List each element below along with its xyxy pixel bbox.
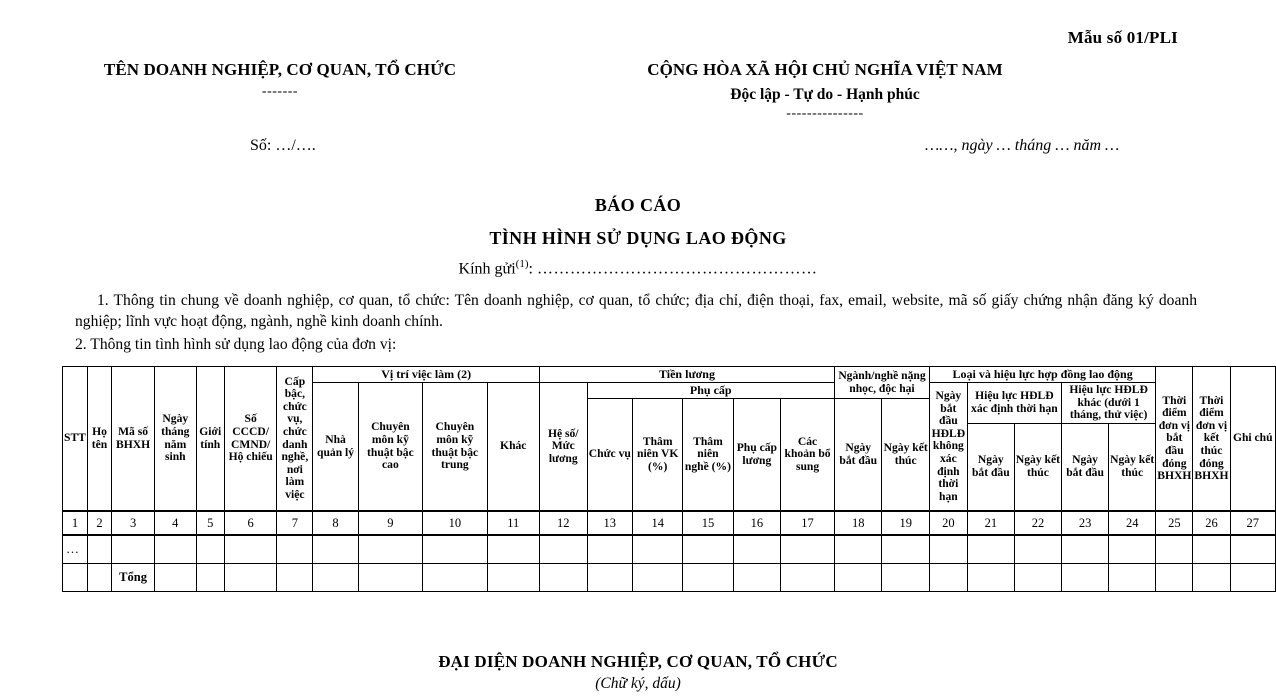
col-number: 19 (882, 511, 929, 535)
total-label: Tổng (112, 564, 155, 592)
cell-total-tham-nien-vk[interactable] (633, 564, 683, 592)
signature-block (0, 652, 1276, 693)
cell-xd-ngay-ket-thuc[interactable] (1014, 535, 1061, 564)
cell-capbac[interactable] (277, 535, 313, 564)
national-motto: Độc lập - Tự do - Hạnh phúc (730, 86, 920, 103)
cell-khac-ngay-ket-thuc[interactable] (1109, 535, 1156, 564)
group-header-loai-hieu-luc-hdld: Loại và hiệu lực hợp đồng lao động (929, 367, 1155, 383)
col-number: 25 (1156, 511, 1193, 535)
labor-usage-table-wrapper (62, 366, 1276, 592)
cell-total-capbac[interactable] (277, 564, 313, 592)
col-number: 5 (196, 511, 224, 535)
cell-gioitinh[interactable] (196, 535, 224, 564)
table-header-row-groups (63, 367, 1276, 383)
cell-total-heso-mucluong[interactable] (539, 564, 587, 592)
table-row[interactable] (63, 535, 1276, 564)
col-number: 6 (224, 511, 276, 535)
cell-row-marker[interactable]: … (63, 535, 88, 564)
cell-total-khac-ngay-bat-dau[interactable] (1062, 564, 1109, 592)
section-2-text (75, 334, 1197, 355)
col-header-nn-ngay-bat-dau: Ngày bắt đầu (834, 399, 881, 512)
cell-vtvl-khac[interactable] (487, 535, 539, 564)
section-1-text (75, 290, 1197, 332)
cell-total-tham-nien-nghe[interactable] (683, 564, 733, 592)
organization-name: TÊN DOANH NGHIỆP, CƠ QUAN, TỔ CHỨC (103, 60, 457, 79)
cell-total-xd-ngay-ket-thuc[interactable] (1014, 564, 1061, 592)
cell-phucap-chucvu[interactable] (587, 535, 633, 564)
col-number: 27 (1230, 511, 1275, 535)
col-number: 18 (834, 511, 881, 535)
cell-total-cmkt-bac-cao[interactable] (358, 564, 422, 592)
col-number: 14 (633, 511, 683, 535)
cell-heso-mucluong[interactable] (539, 535, 587, 564)
col-number: 23 (1062, 511, 1109, 535)
col-number: 20 (929, 511, 967, 535)
cell-total-phucap-chucvu[interactable] (587, 564, 633, 592)
col-header-cmkt-bac-cao: Chuyên môn kỹ thuật bậc cao (358, 383, 422, 512)
col-header-xd-ngay-ket-thuc: Ngày kết thúc (1014, 423, 1061, 511)
national-header (610, 60, 1040, 121)
cell-cmkt-bac-cao[interactable] (358, 535, 422, 564)
cell-total-cccd[interactable] (224, 564, 276, 592)
col-header-vtvl-khac: Khác (487, 383, 539, 512)
cell-nn-ngay-bat-dau[interactable] (834, 535, 881, 564)
recipient-footnote-marker: (1) (515, 258, 529, 270)
document-number: Số: …/…. (250, 137, 316, 154)
signature-title: ĐẠI DIỆN DOANH NGHIỆP, CƠ QUAN, TỔ CHỨC (438, 652, 838, 671)
col-number: 3 (112, 511, 155, 535)
col-number: 22 (1014, 511, 1061, 535)
col-number: 21 (967, 511, 1014, 535)
group-header-hieu-luc-hdld-khac: Hiệu lực HĐLĐ khác (dưới 1 tháng, thử việc) (1062, 383, 1156, 424)
cell-hoten[interactable] (87, 535, 111, 564)
recipient-colon: : (528, 260, 533, 278)
col-header-xd-ngay-bat-dau: Ngày bắt đầu (967, 423, 1014, 511)
organization-header (75, 60, 485, 99)
report-title: BÁO CÁO (594, 195, 682, 215)
cell-total-stt[interactable] (63, 564, 88, 592)
col-header-tham-nien-vk: Thâm niên VK (%) (633, 399, 683, 512)
group-header-vi-tri-viec-lam: Vị trí việc làm (2) (313, 367, 540, 383)
cell-tddv-ket-thuc-bhxh[interactable] (1193, 535, 1230, 564)
signature-note: (Chữ ký, dấu) (595, 675, 681, 692)
national-divider: --------------- (786, 106, 864, 121)
group-header-hieu-luc-hdld-xac-dinh: Hiệu lực HĐLĐ xác định thời hạn (967, 383, 1061, 424)
national-title: CỘNG HÒA XÃ HỘI CHỦ NGHĨA VIỆT NAM (647, 60, 1003, 79)
table-total-row[interactable] (63, 564, 1276, 592)
col-header-masobhxh: Mã số BHXH (112, 367, 155, 512)
recipient-dots: …………………………………………… (536, 260, 818, 278)
recipient-line (0, 258, 1276, 278)
cell-nha-quan-ly[interactable] (313, 535, 358, 564)
document-date: ……, ngày … tháng … năm … (925, 137, 1120, 154)
cell-cmkt-bac-trung[interactable] (423, 535, 487, 564)
cell-cccd[interactable] (224, 535, 276, 564)
cell-total-tddv-bat-dau-bhxh[interactable] (1156, 564, 1193, 592)
cell-total-ngaysinh[interactable] (155, 564, 196, 592)
col-number: 26 (1193, 511, 1230, 535)
col-header-ngaysinh: Ngày tháng năm sinh (155, 367, 196, 512)
cell-tham-nien-nghe[interactable] (683, 535, 733, 564)
cell-khac-ngay-bat-dau[interactable] (1062, 535, 1109, 564)
col-number: 9 (358, 511, 422, 535)
cell-total-nn-ngay-bat-dau[interactable] (834, 564, 881, 592)
col-header-tddv-batdau-bhxh: Thời điểm đơn vị bắt đầu đóng BHXH (1156, 367, 1193, 512)
col-number: 11 (487, 511, 539, 535)
col-header-cac-khoan-bo-sung: Các khoản bổ sung (781, 399, 835, 512)
col-header-phucap-chucvu: Chức vụ (587, 399, 633, 512)
cell-total-cac-khoan-bo-sung[interactable] (781, 564, 835, 592)
cell-total-xd-ngay-bat-dau[interactable] (967, 564, 1014, 592)
table-column-number-row (63, 511, 1276, 535)
cell-total-ghichu[interactable] (1230, 564, 1275, 592)
cell-total-gioitinh[interactable] (196, 564, 224, 592)
cell-total-hdld-khong-xac-dinh[interactable] (929, 564, 967, 592)
cell-total-hoten[interactable] (87, 564, 111, 592)
cell-xd-ngay-bat-dau[interactable] (967, 535, 1014, 564)
cell-total-cmkt-bac-trung[interactable] (423, 564, 487, 592)
cell-total-nn-ngay-ket-thuc[interactable] (882, 564, 929, 592)
col-header-heso-mucluong: Hệ số/ Mức lương (539, 383, 587, 512)
cell-total-vtvl-khac[interactable] (487, 564, 539, 592)
cell-cac-khoan-bo-sung[interactable] (781, 535, 835, 564)
cell-ghichu[interactable] (1230, 535, 1275, 564)
col-number: 7 (277, 511, 313, 535)
col-number: 24 (1109, 511, 1156, 535)
cell-nn-ngay-ket-thuc[interactable] (882, 535, 929, 564)
col-header-nha-quan-ly: Nhà quản lý (313, 383, 358, 512)
col-number: 17 (781, 511, 835, 535)
col-header-capbac: Cấp bậc, chức vụ, chức danh nghề, nơi làm việc (277, 367, 313, 512)
cell-hdld-khong-xac-dinh[interactable] (929, 535, 967, 564)
col-number: 1 (63, 511, 88, 535)
col-header-stt: STT (63, 367, 88, 512)
col-number: 8 (313, 511, 358, 535)
group-header-nganh-nghe-nang-nhoc: Ngành/nghề nặng nhọc, độc hại (834, 367, 929, 399)
group-header-phu-cap: Phụ cấp (587, 383, 834, 399)
section-2-body: 2. Thông tin tình hình sử dụng lao động của đơn vị: (75, 336, 397, 353)
col-number: 12 (539, 511, 587, 535)
col-number: 15 (683, 511, 733, 535)
cell-total-phu-cap-luong[interactable] (733, 564, 781, 592)
col-header-nn-ngay-ket-thuc: Ngày kết thúc (882, 399, 929, 512)
col-header-phu-cap-luong: Phụ cấp lương (733, 399, 781, 512)
cell-ngaysinh[interactable] (155, 535, 196, 564)
group-header-tien-luong: Tiền lương (539, 367, 834, 383)
col-header-khac-ngay-ket-thuc: Ngày kết thúc (1109, 423, 1156, 511)
cell-tham-nien-vk[interactable] (633, 535, 683, 564)
section-1-body: 1. Thông tin chung về doanh nghiệp, cơ quan, tổ chức: Tên doanh nghiệp, cơ quan, tổ chức; địa chỉ, điện thoại, fax, email, website, mã số giấy chứng nhận đăng ký doanh nghiệp; lĩnh vực hoạt động, ngành, nghề kinh doanh chính. (75, 292, 1197, 330)
col-number: 16 (733, 511, 781, 535)
recipient-label: Kính gửi (458, 260, 516, 278)
col-header-ghichu: Ghi chú (1230, 367, 1275, 512)
cell-total-khac-ngay-ket-thuc[interactable] (1109, 564, 1156, 592)
cell-phu-cap-luong[interactable] (733, 535, 781, 564)
labor-usage-table (62, 366, 1276, 592)
organization-divider: ------- (261, 84, 299, 99)
col-header-khac-ngay-bat-dau: Ngày bắt đầu (1062, 423, 1109, 511)
col-header-cmkt-bac-trung: Chuyên môn kỹ thuật bậc trung (423, 383, 487, 512)
col-header-hoten: Họ tên (87, 367, 111, 512)
report-subtitle: TÌNH HÌNH SỬ DỤNG LAO ĐỘNG (489, 228, 787, 248)
col-number: 4 (155, 511, 196, 535)
cell-masobhxh[interactable] (112, 535, 155, 564)
col-header-tham-nien-nghe: Thâm niên nghề (%) (683, 399, 733, 512)
col-header-tddv-ketthuc-bhxh: Thời điểm đơn vị kết thúc đóng BHXH (1193, 367, 1230, 512)
form-code: Mẫu số 01/PLI (1067, 28, 1178, 47)
cell-total-nha-quan-ly[interactable] (313, 564, 358, 592)
col-number: 13 (587, 511, 633, 535)
col-header-ngay-batdau-hdld-khong-xac-dinh: Ngày bắt đầu HĐLĐ không xác định thời hạn (929, 383, 967, 512)
col-number: 10 (423, 511, 487, 535)
cell-total-tddv-ket-thuc-bhxh[interactable] (1193, 564, 1230, 592)
cell-tddv-bat-dau-bhxh[interactable] (1156, 535, 1193, 564)
col-number: 2 (87, 511, 111, 535)
col-header-cccd: Số CCCD/ CMND/ Hộ chiếu (224, 367, 276, 512)
col-header-gioitinh: Giới tính (196, 367, 224, 512)
